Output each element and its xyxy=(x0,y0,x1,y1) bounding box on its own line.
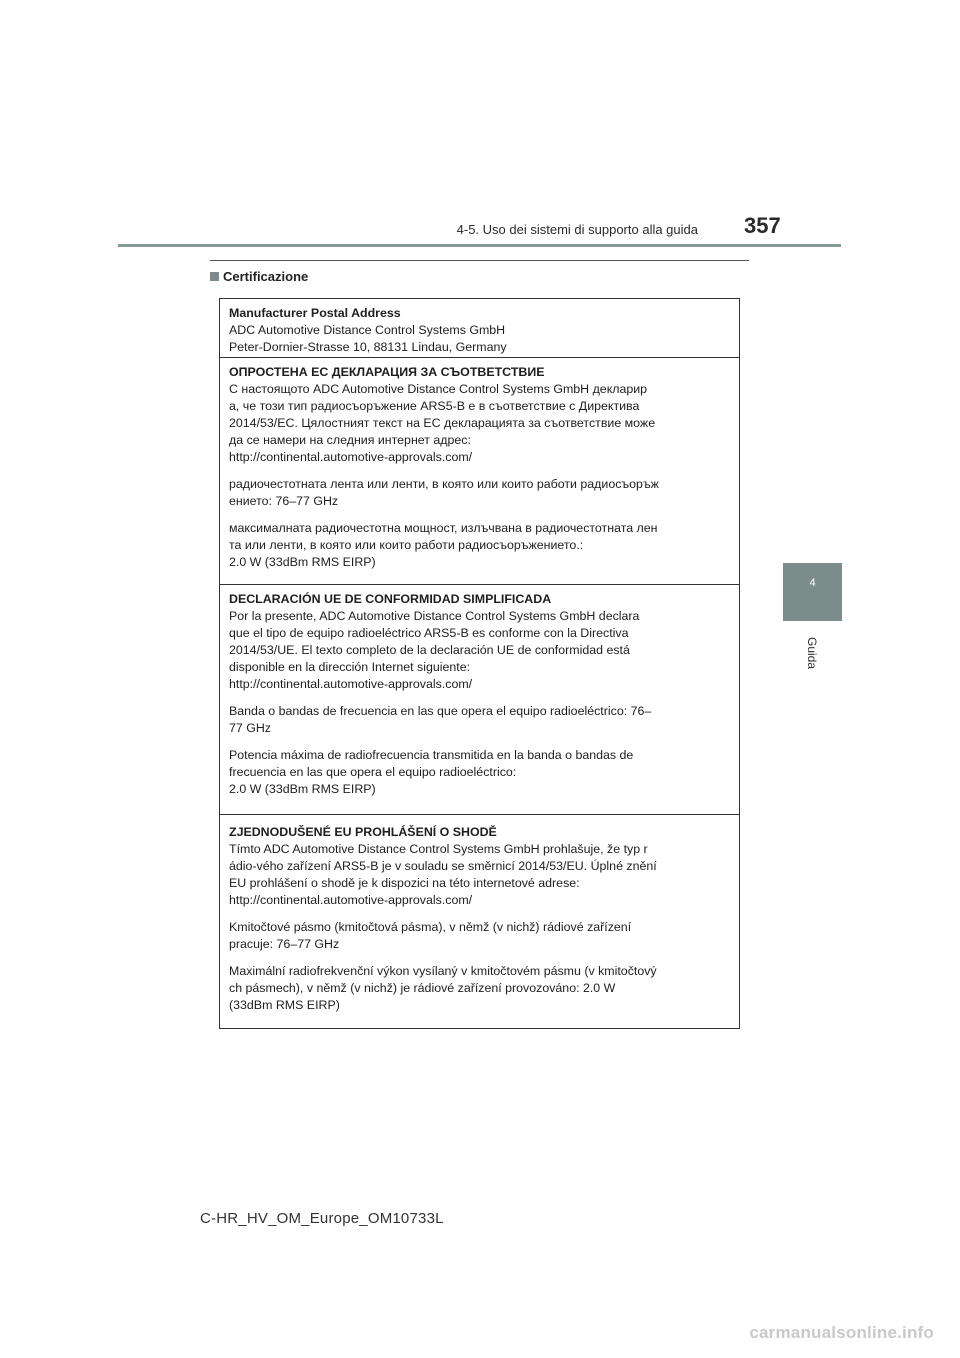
text-line: Tímto ADC Automotive Distance Control Systems GmbH prohlašuje, že typ r xyxy=(229,842,648,856)
text-line: радиочестотната лента или ленти, в която или които работи радиосъоръж xyxy=(229,477,659,491)
document-code: C-HR_HV_OM_Europe_OM10733L xyxy=(200,1210,444,1227)
cell-title: Manufacturer Postal Address xyxy=(229,306,401,320)
text-line: та или ленти, в която или които работи радиосъоръжението.: xyxy=(229,538,584,552)
text-line: que el tipo de equipo radioeléctrico ARS5-B es conforme con la Directiva xyxy=(229,626,629,640)
cell-title: DECLARACIÓN UE DE CONFORMIDAD SIMPLIFICADA xyxy=(229,592,552,606)
text-line: С настоящото ADC Automotive Distance Control Systems GmbH декларир xyxy=(229,382,648,396)
paragraph-gap xyxy=(229,466,730,476)
section-rule xyxy=(210,260,749,261)
text-line: frecuencia en las que opera el equipo radioeléctrico: xyxy=(229,765,517,779)
text-line: Kmitočtové pásmo (kmitočtová pásma), v němž (v nichž) rádiové zařízení xyxy=(229,920,632,934)
text-line: (33dBm RMS EIRP) xyxy=(229,998,340,1012)
text-line: disponible en la dirección Internet siguiente: xyxy=(229,660,471,674)
header-section-title: 4-5. Uso dei sistemi di supporto alla guida xyxy=(456,222,698,237)
paragraph-gap xyxy=(229,510,730,520)
text-line: да се намери на следния интернет адрес: xyxy=(229,433,471,447)
cell-title: ОПРОСТЕНА ЕС ДЕКЛАРАЦИЯ ЗА СЪОТВЕТСТВИЕ xyxy=(229,365,545,379)
declaration-table xyxy=(219,298,740,1029)
paragraph-gap xyxy=(229,909,730,919)
text-line: 2014/53/UE. El texto completo de la declaración UE de conformidad está xyxy=(229,643,630,657)
section-heading xyxy=(210,269,308,284)
text-line: 2.0 W (33dBm RMS EIRP) xyxy=(229,555,376,569)
cell-title: ZJEDNODUŠENÉ EU PROHLÁŠENÍ O SHODĚ xyxy=(229,825,497,839)
text-line: 2014/53/ЕС. Цялостният текст на ЕС декларацията за съответствие може xyxy=(229,416,656,430)
paragraph-gap xyxy=(229,953,730,963)
cell-bulgarian-declaration xyxy=(220,358,739,584)
watermark: carmanualsonline.info xyxy=(749,1323,934,1342)
text-line: ádio-vého zařízení ARS5-B je v souladu se směrnicí 2014/53/EU. Úplné znění xyxy=(229,859,657,873)
text-line: максималната радиочестотна мощност, излъчвана в радиочестотната лен xyxy=(229,521,658,535)
text-line: http://continental.automotive-approvals.com/ xyxy=(229,450,473,464)
text-line: а, че този тип радиосъоръжение ARS5-B е в съответствие с Директива xyxy=(229,399,640,413)
header-divider xyxy=(118,244,841,247)
chapter-tab-label xyxy=(783,628,842,678)
chapter-tab-number: 4 xyxy=(783,563,842,621)
square-bullet-icon xyxy=(210,272,219,281)
chapter-tab-label-text: Guida xyxy=(805,636,820,670)
text-line: 2.0 W (33dBm RMS EIRP) xyxy=(229,782,376,796)
text-line: Maximální radiofrekvenční výkon vysílaný v kmitočtovém pásmu (v kmitočtový xyxy=(229,964,657,978)
text-line: 77 GHz xyxy=(229,721,272,735)
paragraph-gap xyxy=(229,737,730,747)
text-line: Peter-Dornier-Strasse 10, 88131 Lindau, Germany xyxy=(229,340,507,354)
cell-manufacturer-address xyxy=(220,299,739,357)
text-line: ADC Automotive Distance Control Systems GmbH xyxy=(229,323,506,337)
page-number: 357 xyxy=(744,213,781,238)
text-line: ch pásmech), v němž (v nichž) je rádiové zařízení provozováno: 2.0 W xyxy=(229,981,616,995)
section-heading-text: Certificazione xyxy=(223,269,309,284)
text-line: Potencia máxima de radiofrecuencia transmitida en la banda o bandas de xyxy=(229,748,634,762)
text-line: ението: 76–77 GHz xyxy=(229,494,339,508)
text-line: EU prohlášení o shodě je k dispozici na této internetové adrese: xyxy=(229,876,580,890)
text-line: http://continental.automotive-approvals.com/ xyxy=(229,893,473,907)
text-line: Por la presente, ADC Automotive Distance Control Systems GmbH declara xyxy=(229,609,640,623)
text-line: Banda o bandas de frecuencia en las que opera el equipo radioeléctrico: 76– xyxy=(229,704,652,718)
text-line: http://continental.automotive-approvals.com/ xyxy=(229,677,473,691)
cell-spanish-declaration xyxy=(220,585,739,814)
text-line: pracuje: 76–77 GHz xyxy=(229,937,340,951)
paragraph-gap xyxy=(229,693,730,703)
cell-czech-declaration xyxy=(220,815,739,1028)
